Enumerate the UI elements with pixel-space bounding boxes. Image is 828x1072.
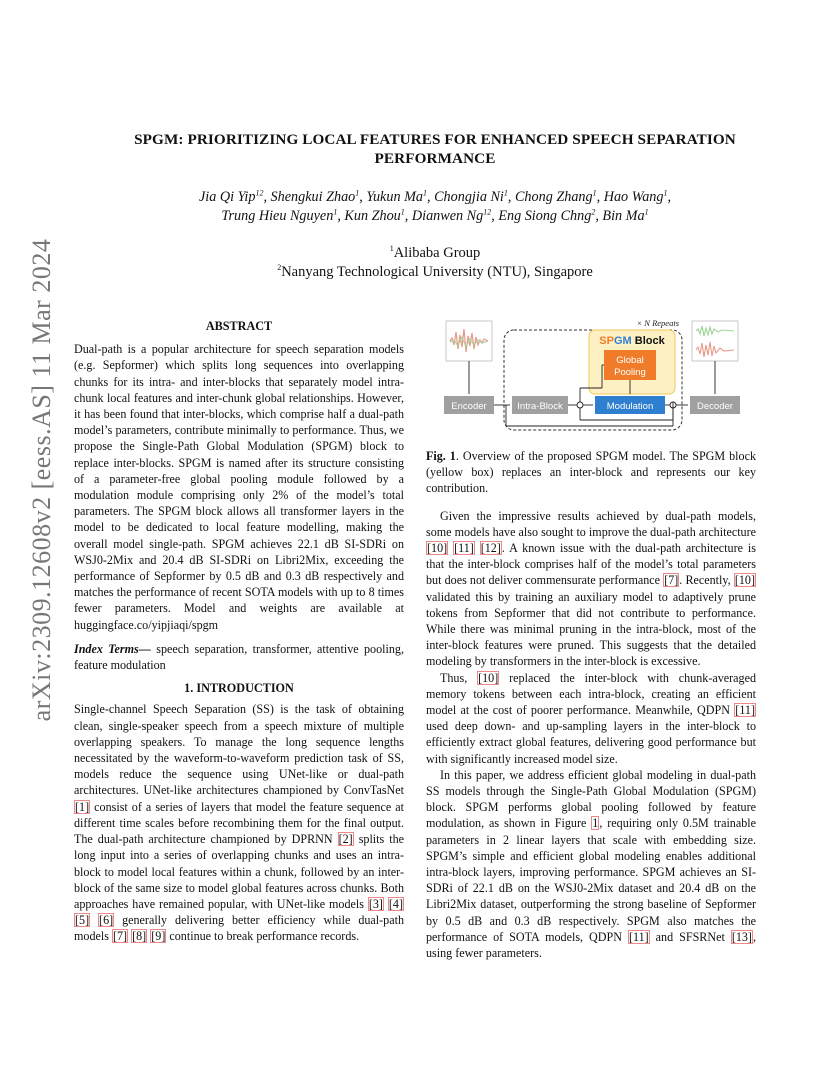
citation-link[interactable]: [3]	[368, 896, 383, 911]
affiliation: $^2$Nanyang Technological University (NTU), Singapore	[277, 262, 593, 280]
affiliations	[80, 244, 790, 281]
intro-heading: 1. INTRODUCTION	[184, 681, 294, 696]
index-terms	[74, 641, 404, 673]
decoder-label: Decoder	[697, 401, 733, 412]
citation-link[interactable]: [11]	[628, 929, 649, 944]
citation-link[interactable]: [10]	[734, 573, 755, 588]
intra-block-label: Intra-Block	[517, 401, 563, 412]
index-terms-text: speech separation, transformer, attentive pooling, feature modulation	[74, 641, 404, 673]
figure-link[interactable]: 1	[592, 816, 599, 831]
citation-link[interactable]: [10]	[478, 670, 499, 685]
citation-link[interactable]: [4]	[388, 896, 403, 911]
citation-link[interactable]: [9]	[151, 929, 166, 944]
author: Dianwen Ng$^{12}$,	[411, 207, 499, 224]
title-line-2: PERFORMANCE	[374, 150, 496, 167]
citation-link[interactable]: [1]	[75, 799, 90, 814]
citation-link[interactable]: [7]	[664, 573, 679, 588]
citation-link[interactable]: [2]	[338, 832, 353, 847]
author: Trung Hieu Nguyen$^1$,	[221, 207, 345, 224]
author: Kun Zhou$^1$,	[344, 207, 412, 224]
abstract-heading: ABSTRACT	[205, 319, 273, 333]
citation-link[interactable]: [12]	[480, 541, 501, 556]
citation-link[interactable]: [11]	[735, 703, 755, 718]
citation-link[interactable]: [13]	[731, 929, 752, 944]
abstract-text: Dual-path is a popular architecture for speech separation models (e.g. Sepformer) which splits long sequences into overlapping chunks for its intra- and inter-blocks that separately model intra-chunk local features and inter-chunk global relationships. However, it has been found that inter-blocks, which comprise half a dual-path model’s parameters, contribute minimally to performance. Thus, we propose the Single-Path Global Modulation (SPGM) block to replace inter-blocks. SPGM is named after its structure consisting of a parameter-free global pooling module followed by a modulation module comprising only 2% of the model’s total parameters. The SPGM block allows all transformer layers in the model to be dedicated to local feature modelling, making the overall model single-path. SPGM achieves 22.1 dB SI-SDRi on WSJ0-2Mix and 20.4 dB SI-SDRi on Libri2Mix, exceeding the performance of Sepformer by 0.5 dB and 0.3 dB respectively and matches the performance of recent SOTA models with up to 8 times fewer parameters. Model and weights are available at huggingface.co/yipjiaqi/spgm	[74, 342, 404, 632]
citation-link[interactable]: [7]	[112, 929, 128, 944]
output-waveform-icon	[692, 321, 738, 361]
author: Jia Qi Yip$^{12}$,	[198, 188, 271, 205]
input-waveform-icon	[446, 321, 492, 361]
figure-caption: Fig. 1. Overview of the proposed SPGM model. The SPGM block (yellow box) replaces an inter-block and represents our key contribution.	[426, 449, 757, 496]
caption-label: Fig. 1	[426, 449, 456, 463]
left-column	[74, 318, 404, 945]
author: Chong Zhang$^1$,	[514, 188, 604, 205]
citation-link[interactable]: [8]	[132, 929, 147, 944]
citation-link[interactable]: [5]	[75, 913, 90, 928]
body-paragraph: In this paper, we address efficient global modeling in dual-path SS models through the Single-Path Global Modulation (SPGM) block. SPGM performs global pooling followed by feature modulation, as shown in Figure 1, requiring only 0.5M trainable parameters in 2 linear layers that scale with embedding size. SPGM’s simple and efficient global modeling enables additional intra-block layers, improving performance. SPGM achieves an SI-SDRi of 22.1 dB on the WSJ0-2Mix dataset and 20.4 dB on the Libri2Mix dataset, outperforming the strong baseline of Sepformer by 0.5 dB and 0.3 dB respectively. SPGM also matches the performance of SOTA models, QDPN [11] and SFSRNet [13], using fewer parameters.	[426, 767, 757, 961]
paper-title	[90, 130, 780, 168]
author: Eng Siong Chng$^2$,	[498, 207, 603, 224]
intro-paragraph: Single-channel Speech Separation (SS) is the task of obtaining clean, single-speaker speech from a speech mixture of multiple overlapping speakers. To manage the long sequence lengths necessitated by the waveform-to-waveform prediction task of SS, models reduce the sequence using UNet-like or dual-path architectures. UNet-like architectures championed by ConvTasNet [1] consist of a series of layers that model the feature sequence at different time scales before recombining them for the final output. The dual-path architecture championed by DPRNN [2] splits the long input into a series of overlapping chunks and uses an intra-block to model local features within a chunk, followed by an inter-block of the same size to model global features across chunks. Both approaches have remained popular, with UNet-like models [3] [4] [5] [6] generally delivering better efficiency while dual-path models [7] [8] [9] continue to break performance records.	[74, 702, 404, 944]
encoder-label: Encoder	[451, 401, 487, 412]
author-list	[80, 188, 790, 226]
author: Yukun Ma$^1$,	[366, 188, 435, 205]
spgm-block-title: SPGM Block	[599, 335, 665, 347]
figure-1-diagram	[432, 316, 772, 438]
author: Shengkui Zhao$^1$,	[270, 188, 367, 205]
body-paragraph: Thus, [10] replaced the inter-block with chunk-averaged memory tokens between each intra-block, creating an efficient model at the cost of poorer performance. Meanwhile, QDPN [11] used deep down- and up-sampling layers in the inter-block to efficiently extract global features, delivering good performance but with significantly increased model size.	[426, 670, 756, 766]
author: Chongjia Ni$^1$,	[434, 188, 515, 205]
author: Hao Wang$^1$,	[603, 188, 672, 205]
citation-link[interactable]: [10]	[427, 541, 448, 556]
body-paragraph: Given the impressive results achieved by dual-path models, some models have also sought to improve the dual-path architecture [10] [11] [12]. A known issue with the dual-path architecture is that the inter-block comprises half of the model’s total parameters but does not deliver commensurate performance [7]. Recently, [10] validated this by training an auxiliary model to adaptively prune tokens from Sepformer that did not contribute to performance. While there was minimal pruning in the intra-block, most of the inter-block features were pruned. This suggests that the detailed modeling by transformers in the inter-block is excessive.	[426, 508, 756, 669]
global-pooling-label-2: Pooling	[614, 367, 646, 378]
global-pooling-label-1: Global	[616, 355, 644, 366]
index-terms-label: Index Terms—	[74, 641, 151, 656]
title-line-1: SPGM: PRIORITIZING LOCAL FEATURES FOR ENHANCED SPEECH SEPARATION	[134, 131, 736, 148]
citation-link[interactable]: [11]	[454, 541, 474, 556]
arxiv-identifier	[22, 238, 62, 722]
arxiv-id-text: arXiv:2309.12608v2 [eess.AS] 11 Mar 2024	[27, 238, 56, 722]
affiliation: $^1$Alibaba Group	[389, 244, 481, 261]
right-column	[426, 448, 756, 961]
modulation-label: Modulation	[606, 401, 654, 412]
author: Bin Ma$^1$	[602, 207, 649, 224]
citation-link[interactable]: [6]	[99, 913, 114, 928]
repeats-label: × N Repeats	[636, 318, 679, 328]
